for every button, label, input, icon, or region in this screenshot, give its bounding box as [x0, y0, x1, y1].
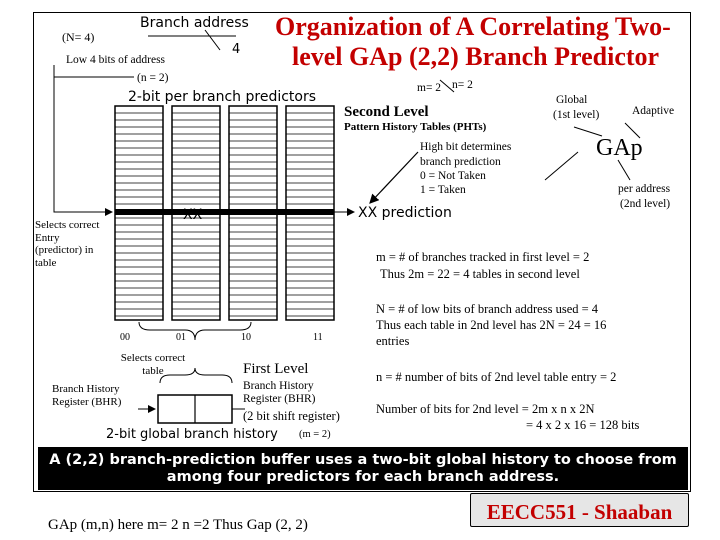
n4-label: (N= 4) — [62, 30, 95, 44]
adaptive-label: Adaptive — [632, 105, 675, 117]
bus-slash — [205, 30, 220, 50]
n2-left-label: (n = 2) — [137, 72, 169, 84]
selects-entry-label: Selects correct Entry (predictor) in table — [35, 219, 100, 269]
bhr-right-label: Branch History Register (BHR) — [243, 380, 316, 406]
bus-width-label: 4 — [232, 42, 241, 57]
global-label: Global — [556, 94, 588, 106]
n-note-line-3: entries — [376, 334, 410, 348]
n-note-line-1: N = # of low bits of branch address used = 4 — [376, 302, 599, 316]
table-label-00: 00 — [120, 332, 130, 343]
pht-tables — [115, 106, 334, 320]
bhr-left-label: Branch History Register (BHR) — [52, 383, 122, 408]
second-level-tag: (2nd level) — [620, 198, 671, 210]
m-note-line-2: Thus 2m = 22 = 4 tables in second level — [380, 267, 580, 281]
bits-note-line-2: = 4 x 2 x 16 = 128 bits — [526, 418, 640, 432]
table-label-10: 10 — [241, 332, 251, 343]
first-level-label: First Level — [243, 361, 309, 377]
xx-entry-label: XX — [183, 207, 203, 223]
high-bit-line-1: High bit determines — [420, 141, 512, 153]
high-bit-arrow — [370, 152, 418, 203]
summary-banner-text: A (2,2) branch-prediction buffer uses a two-bit global history to choose from among four predictors for each branch address. — [49, 452, 677, 485]
address-bus-top — [54, 65, 134, 77]
pht-caption: Pattern History Tables (PHTs) — [344, 121, 487, 133]
n-note-line-2: Thus each table in 2nd level has 2N = 24 = 16 — [376, 318, 607, 332]
high-bit-line-4: 1 = Taken — [420, 184, 466, 196]
shift-register-label: (2 bit shift register) — [243, 409, 340, 423]
xx-prediction-label: XX prediction — [358, 205, 452, 221]
n-bits-note: n = # number of bits of 2nd level table entry = 2 — [376, 370, 617, 384]
n2-right-label: n= 2 — [452, 79, 473, 91]
title-line-1: Organization of A Correlating Two- — [275, 12, 671, 41]
bhr-m-label: (m = 2) — [299, 429, 331, 440]
table-label-11: 11 — [313, 332, 323, 343]
summary-banner — [38, 447, 688, 490]
pht-header: 2-bit per branch predictors — [128, 89, 317, 105]
first-level-tag: (1st level) — [553, 109, 600, 121]
high-bit-line-3: 0 = Not Taken — [420, 170, 486, 182]
gap-label: GAp — [596, 135, 643, 161]
table-label-01: 01 — [176, 332, 186, 343]
low-bits-label: Low 4 bits of address — [66, 54, 166, 66]
second-level-label: Second Level — [344, 104, 429, 120]
title-line-2: level GAp (2,2) Branch Predictor — [292, 42, 660, 71]
course-badge-text: EECC551 - Shaaban — [486, 500, 673, 524]
selects-table-label: Selects correct table — [120, 352, 186, 377]
address-bus-to-tables — [54, 77, 112, 212]
footer-gap-line: GAp (m,n) here m= 2 n =2 Thus Gap (2, 2) — [48, 517, 308, 533]
per-address-label: per address — [618, 183, 671, 195]
global-history-label: 2-bit global branch history — [106, 427, 278, 442]
branch-address-label: Branch address — [140, 15, 249, 31]
high-bit-line-2: branch prediction — [420, 156, 501, 168]
course-badge — [470, 493, 689, 527]
m-note-line-1: m = # of branches tracked in first level = 2 — [376, 250, 590, 264]
bits-note-line-1: Number of bits for 2nd level = 2m x n x 2N — [376, 402, 595, 416]
table-select-brace — [139, 322, 251, 340]
m2-label: m= 2 — [417, 82, 442, 94]
selected-entry-row — [115, 209, 334, 215]
